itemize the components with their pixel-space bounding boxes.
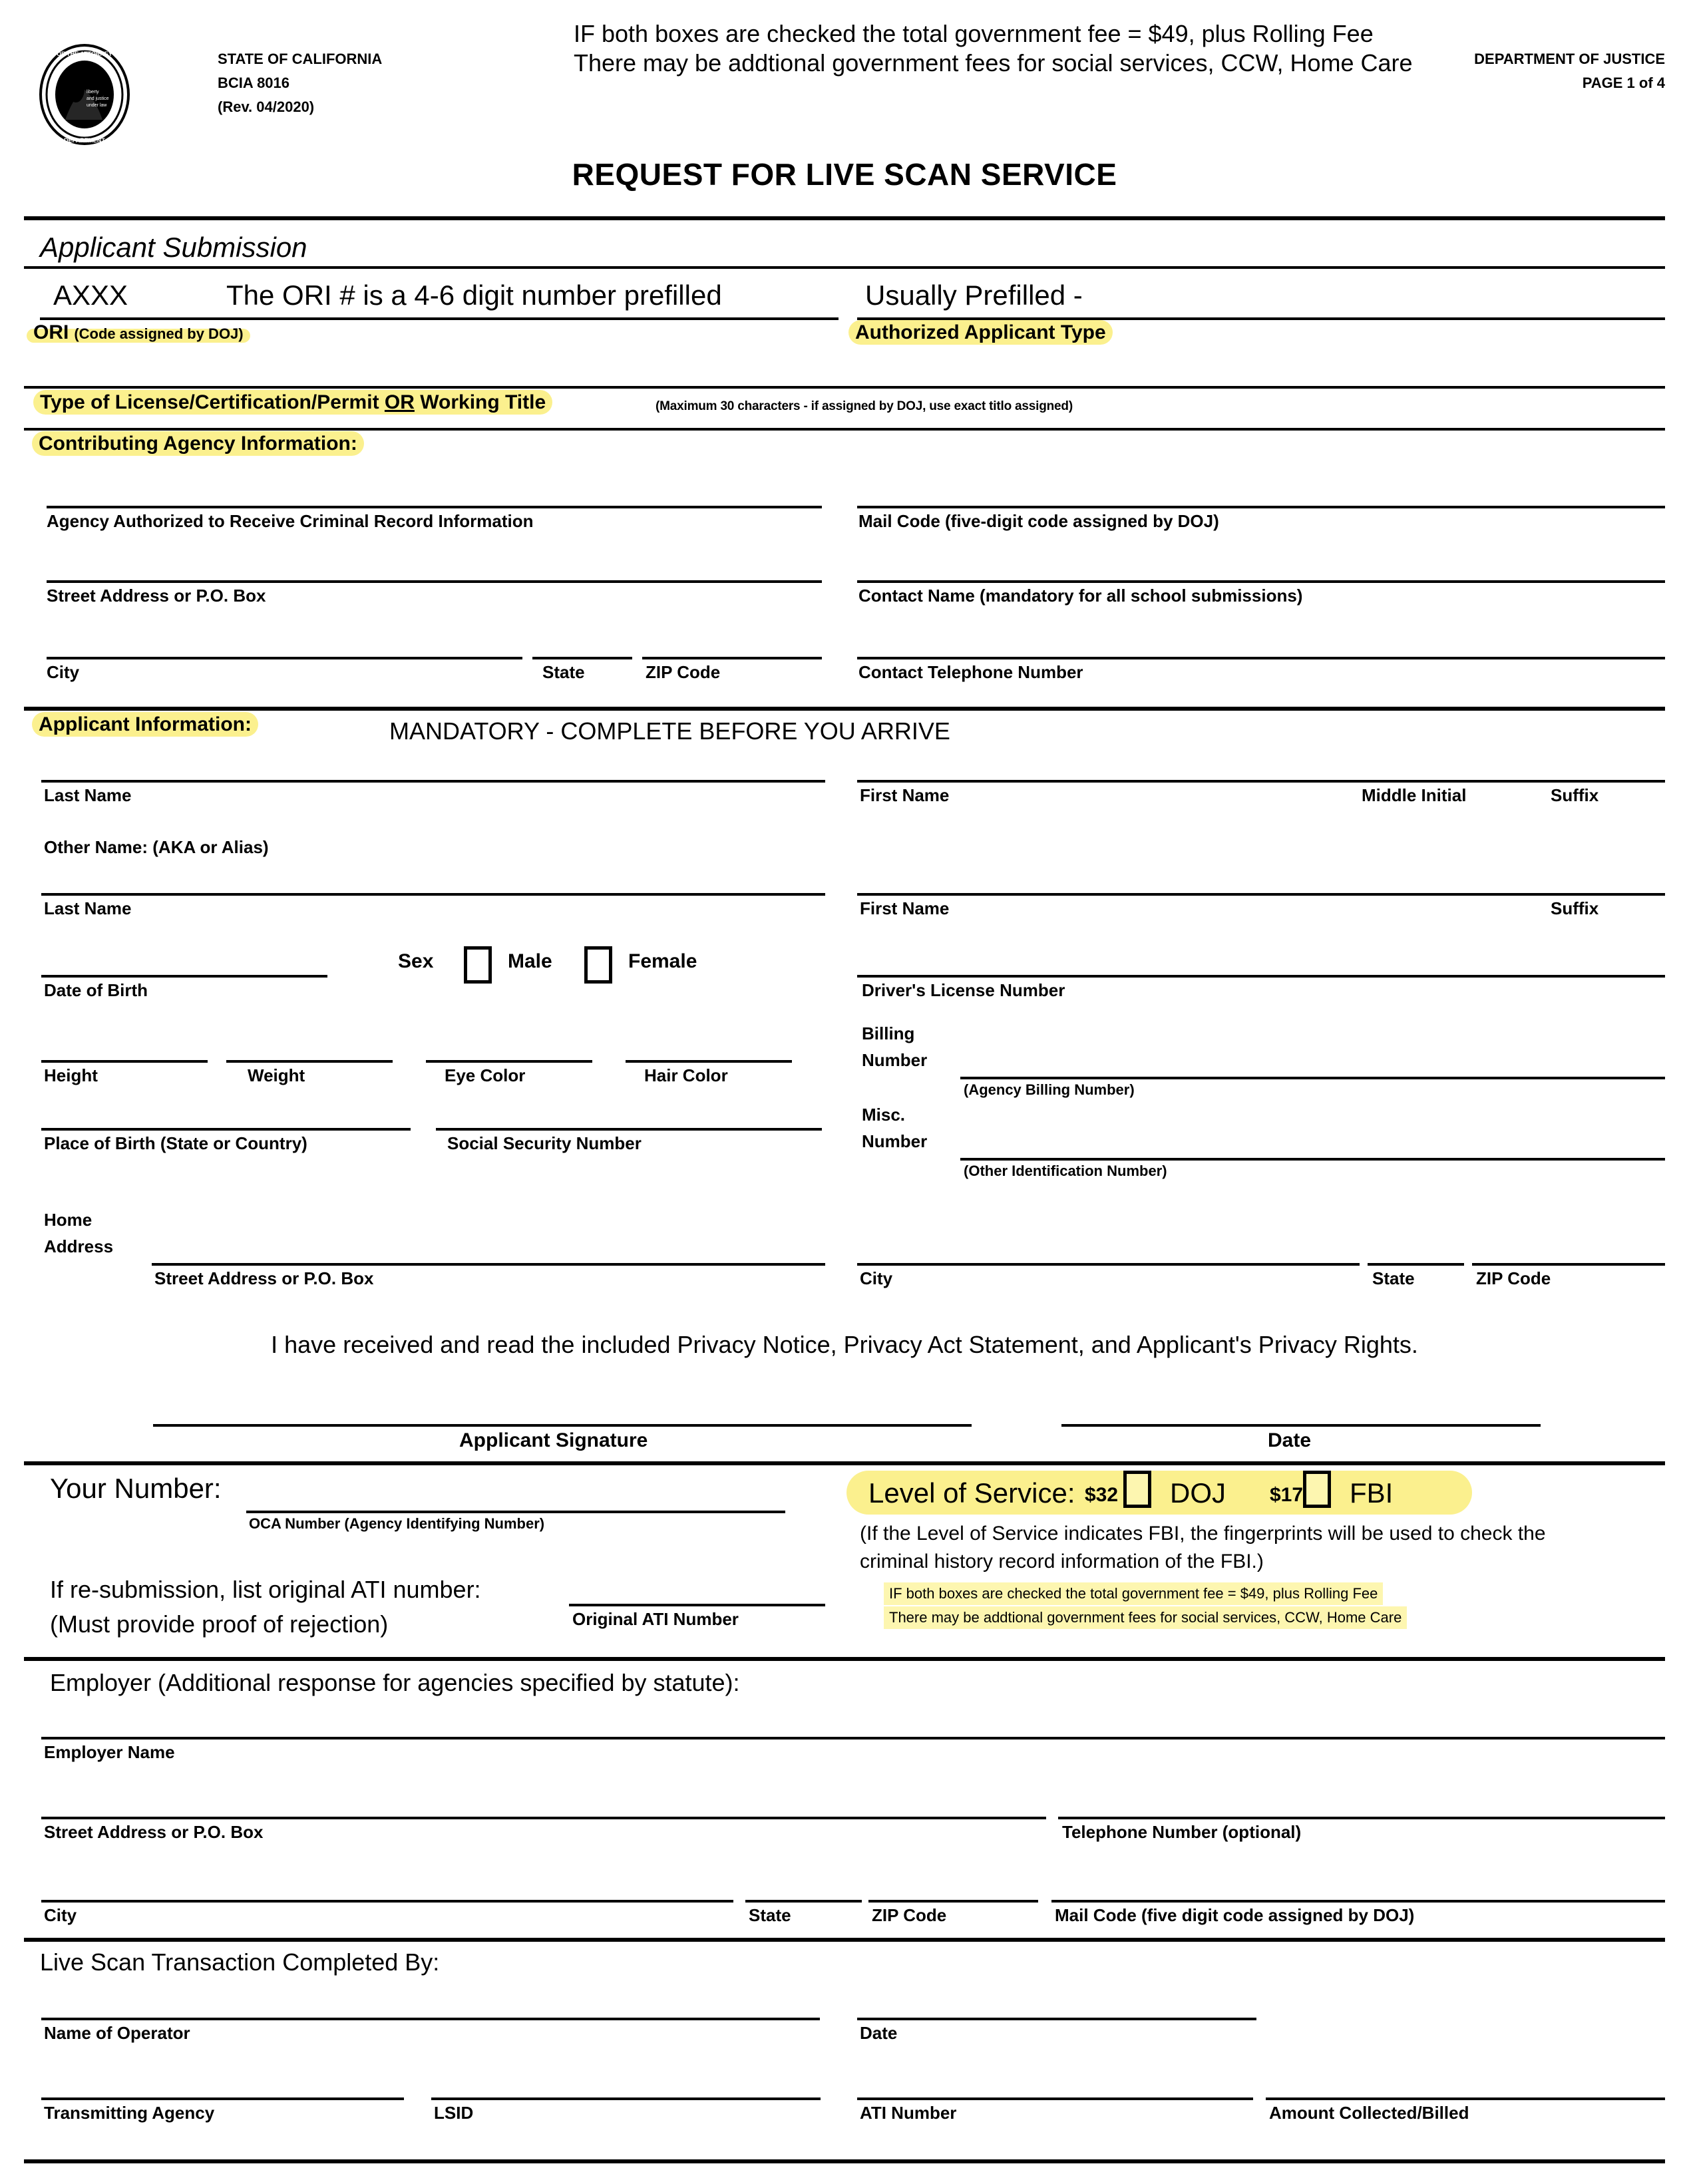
contact-name-input-line[interactable]: [857, 580, 1665, 583]
ori-value[interactable]: AXXX: [53, 279, 128, 311]
last-name-input-line[interactable]: [41, 780, 825, 783]
svg-text:under law: under law: [87, 103, 107, 108]
drivers-license-input-line[interactable]: [857, 975, 1665, 978]
divider-contributing-agency-top: [24, 428, 1665, 431]
employer-street-input-line[interactable]: [41, 1817, 1046, 1819]
signature-date-input-line[interactable]: [1061, 1424, 1541, 1427]
authorized-applicant-type-caption: Authorized Applicant Type: [848, 320, 1113, 345]
agency-street-input-line[interactable]: [47, 580, 822, 583]
first-name-input-line[interactable]: [857, 780, 1665, 783]
license-caption: Type of License/Certification/Permit: [40, 391, 385, 413]
social-security-input-line[interactable]: [436, 1128, 822, 1131]
license-note: (Maximum 30 characters - if assigned by DOJ, use exact titlo assigned): [656, 399, 1073, 413]
drivers-license-label: Driver's License Number: [862, 980, 1065, 1000]
misc-number-label-line1: Misc.: [862, 1105, 906, 1125]
oca-number-input-line[interactable]: [246, 1511, 785, 1513]
social-security-label: Social Security Number: [447, 1133, 642, 1153]
doj-checkbox[interactable]: [1123, 1471, 1151, 1508]
employer-mail-code-label: Mail Code (five digit code assigned by DOJ): [1055, 1905, 1415, 1925]
sex-label: Sex: [398, 950, 434, 972]
hair-color-input-line[interactable]: [626, 1060, 792, 1063]
ati-number-label: ATI Number: [860, 2103, 957, 2123]
agency-street-label: Street Address or P.O. Box: [47, 586, 266, 606]
agency-authorized-label: Agency Authorized to Receive Criminal Record Information: [47, 511, 534, 531]
place-of-birth-input-line[interactable]: [41, 1128, 411, 1131]
level-of-service-label: Level of Service:: [868, 1477, 1075, 1509]
original-ati-caption: Original ATI Number: [572, 1609, 739, 1629]
applicant-signature-label: Applicant Signature: [459, 1429, 648, 1451]
fbi-fee-amount: $17: [1270, 1484, 1304, 1506]
divider-top: [24, 216, 1665, 220]
lsid-input-line[interactable]: [431, 2097, 821, 2100]
sex-male-label: Male: [508, 950, 552, 972]
aka-first-name-input-line[interactable]: [857, 893, 1665, 896]
applicant-signature-input-line[interactable]: [153, 1424, 972, 1427]
divider-bottom: [24, 2159, 1665, 2163]
form-number-label: BCIA 8016: [218, 75, 290, 91]
agency-zip-label: ZIP Code: [646, 662, 721, 682]
aka-suffix-label: Suffix: [1551, 898, 1599, 918]
lsid-label: LSID: [434, 2103, 474, 2123]
billing-number-label-line1: Billing: [862, 1023, 915, 1043]
resubmission-label-line1: If re-submission, list original ATI number:: [50, 1576, 481, 1603]
home-state-input-line[interactable]: [1368, 1263, 1464, 1266]
sex-male-checkbox[interactable]: [464, 946, 492, 984]
ori-caption-highlight: [27, 321, 250, 343]
applicant-information-heading: Applicant Information:: [32, 712, 258, 737]
date-of-birth-label: Date of Birth: [44, 980, 148, 1000]
employer-state-input-line[interactable]: [745, 1900, 862, 1903]
contact-name-label: Contact Name (mandatory for all school submissions): [858, 586, 1303, 606]
billing-number-input-line[interactable]: [960, 1077, 1665, 1079]
live-scan-date-label: Date: [860, 2023, 898, 2043]
privacy-statement: I have received and read the included Privacy Notice, Privacy Act Statement, and Applicant's Privacy Rights.: [271, 1331, 1418, 1358]
amount-collected-label: Amount Collected/Billed: [1269, 2103, 1469, 2123]
divider-under-applicant-submission: [24, 266, 1665, 269]
employer-telephone-label: Telephone Number (optional): [1062, 1822, 1302, 1842]
eye-color-label: Eye Color: [445, 1065, 526, 1085]
home-zip-input-line[interactable]: [1472, 1263, 1665, 1266]
original-ati-input-line[interactable]: [569, 1604, 825, 1606]
misc-number-input-line[interactable]: [960, 1158, 1665, 1161]
other-name-label: Other Name: (AKA or Alias): [44, 837, 269, 857]
resubmission-label-line2: (Must provide proof of rejection): [50, 1610, 389, 1638]
employer-mail-code-input-line[interactable]: [1051, 1900, 1665, 1903]
contact-phone-label: Contact Telephone Number: [858, 662, 1083, 682]
aka-last-name-input-line[interactable]: [41, 893, 825, 896]
agency-state-input-line[interactable]: [532, 657, 632, 659]
transmitting-agency-label: Transmitting Agency: [44, 2103, 215, 2123]
home-address-label-line1: Home: [44, 1210, 93, 1230]
employer-street-label: Street Address or P.O. Box: [44, 1822, 264, 1842]
oca-number-caption: OCA Number (Agency Identifying Number): [249, 1515, 545, 1532]
home-city-input-line[interactable]: [857, 1263, 1360, 1266]
name-of-operator-input-line[interactable]: [41, 2018, 820, 2020]
date-of-birth-input-line[interactable]: [41, 975, 327, 978]
home-state-label: State: [1372, 1268, 1415, 1288]
employer-state-label: State: [749, 1905, 791, 1925]
employer-zip-label: ZIP Code: [872, 1905, 947, 1925]
aka-last-name-label: Last Name: [44, 898, 132, 918]
middle-initial-label: Middle Initial: [1362, 785, 1467, 805]
employer-heading: Employer (Additional response for agencies specified by statute):: [50, 1669, 740, 1696]
hair-color-label: Hair Color: [644, 1065, 728, 1085]
sex-female-checkbox[interactable]: [584, 946, 612, 984]
divider-live-scan-top: [24, 1938, 1665, 1942]
ori-caption: ORI: [33, 321, 69, 343]
doj-fee-amount: $32: [1085, 1484, 1119, 1506]
home-city-label: City: [860, 1268, 893, 1288]
ori-input-line[interactable]: [40, 317, 839, 320]
doj-label: DOJ: [1170, 1477, 1226, 1509]
license-caption-or: OR: [384, 391, 415, 413]
svg-text:OF THE ATTORNEY: OF THE ATTORNEY: [57, 51, 112, 57]
misc-number-label-line2: Number: [862, 1131, 928, 1151]
divider-applicant-info-top: [24, 707, 1665, 711]
weight-label: Weight: [248, 1065, 305, 1085]
place-of-birth-label: Place of Birth (State or Country): [44, 1133, 307, 1153]
page-indicator: PAGE 1 of 4: [1582, 75, 1665, 91]
divider-employer-top: [24, 1657, 1665, 1661]
employer-telephone-input-line[interactable]: [1058, 1817, 1665, 1819]
svg-text:and justice: and justice: [87, 96, 109, 101]
live-scan-date-input-line[interactable]: [857, 2018, 1256, 2020]
applicant-mandatory-note: MANDATORY - COMPLETE BEFORE YOU ARRIVE: [389, 717, 950, 745]
home-zip-label: ZIP Code: [1476, 1268, 1551, 1288]
weight-input-line[interactable]: [226, 1060, 393, 1063]
level-of-service-note-line2: criminal history record information of the FBI.): [860, 1550, 1264, 1572]
employer-city-label: City: [44, 1905, 77, 1925]
revision-label: (Rev. 04/2020): [218, 98, 315, 115]
agency-zip-input-line[interactable]: [642, 657, 822, 659]
employer-name-label: Employer Name: [44, 1742, 175, 1762]
authorized-applicant-type-value[interactable]: Usually Prefilled -: [865, 279, 1083, 311]
other-identification-note: (Other Identification Number): [964, 1163, 1167, 1179]
home-street-input-line[interactable]: [152, 1263, 825, 1266]
ori-annotation: The ORI # is a 4-6 digit number prefilled: [226, 279, 722, 311]
height-label: Height: [44, 1065, 98, 1085]
license-caption-highlight: [33, 390, 552, 415]
agency-city-label: City: [47, 662, 80, 682]
header-fee-note-line2: There may be addtional government fees for social services, CCW, Home Care: [574, 49, 1413, 77]
aka-first-name-label: First Name: [860, 898, 950, 918]
license-caption-tail: Working Title: [414, 391, 546, 413]
sex-female-label: Female: [628, 950, 697, 972]
signature-date-label: Date: [1268, 1429, 1312, 1451]
agency-city-input-line[interactable]: [47, 657, 522, 659]
last-name-label: Last Name: [44, 785, 132, 805]
contributing-agency-heading: Contributing Agency Information:: [32, 431, 364, 456]
ati-number-input-line[interactable]: [857, 2097, 1253, 2100]
divider-your-number-top: [24, 1461, 1665, 1465]
eye-color-input-line[interactable]: [426, 1060, 592, 1063]
level-of-service-fee-note-line2: There may be addtional government fees for social services, CCW, Home Care: [884, 1606, 1407, 1629]
agency-authorized-input-line[interactable]: [47, 506, 822, 508]
level-of-service-fee-note-line1: IF both boxes are checked the total government fee = $49, plus Rolling Fee: [884, 1582, 1383, 1605]
billing-number-label-line2: Number: [862, 1050, 928, 1070]
mail-code-label: Mail Code (five-digit code assigned by DOJ): [858, 511, 1219, 531]
header-fee-note-line1: IF both boxes are checked the total government fee = $49, plus Rolling Fee: [574, 20, 1374, 47]
level-of-service-note-line1: (If the Level of Service indicates FBI, the fingerprints will be used to check the: [860, 1523, 1546, 1545]
suffix-label: Suffix: [1551, 785, 1599, 805]
employer-name-input-line[interactable]: [41, 1737, 1665, 1739]
fbi-label: FBI: [1350, 1477, 1394, 1509]
page-title: REQUEST FOR LIVE SCAN SERVICE: [572, 157, 1117, 192]
name-of-operator-label: Name of Operator: [44, 2023, 190, 2043]
home-street-label: Street Address or P.O. Box: [154, 1268, 374, 1288]
california-attorney-general-seal-icon: [35, 41, 134, 148]
ori-caption-note: (Code assigned by DOJ): [74, 325, 244, 342]
department-of-justice-label: DEPARTMENT OF JUSTICE: [1474, 51, 1665, 67]
height-input-line[interactable]: [41, 1060, 208, 1063]
employer-city-input-line[interactable]: [41, 1900, 733, 1903]
agency-state-label: State: [542, 662, 585, 682]
first-name-label: First Name: [860, 785, 950, 805]
amount-collected-input-line[interactable]: [1266, 2097, 1665, 2100]
state-of-california-label: STATE OF CALIFORNIA: [218, 51, 383, 67]
contact-phone-input-line[interactable]: [857, 657, 1665, 659]
agency-billing-note: (Agency Billing Number): [964, 1081, 1135, 1098]
live-scan-transaction-heading: Live Scan Transaction Completed By:: [40, 1948, 440, 1976]
applicant-submission-heading: Applicant Submission: [40, 232, 307, 263]
svg-text:DEPARTMENT: DEPARTMENT: [64, 137, 105, 144]
svg-text:liberty: liberty: [87, 90, 99, 94]
mail-code-input-line[interactable]: [857, 506, 1665, 508]
transmitting-agency-input-line[interactable]: [41, 2097, 404, 2100]
fbi-checkbox[interactable]: [1303, 1471, 1331, 1508]
divider-license-top: [24, 386, 1665, 389]
home-address-label-line2: Address: [44, 1236, 114, 1256]
employer-zip-input-line[interactable]: [868, 1900, 1038, 1903]
your-number-label: Your Number:: [50, 1473, 222, 1504]
